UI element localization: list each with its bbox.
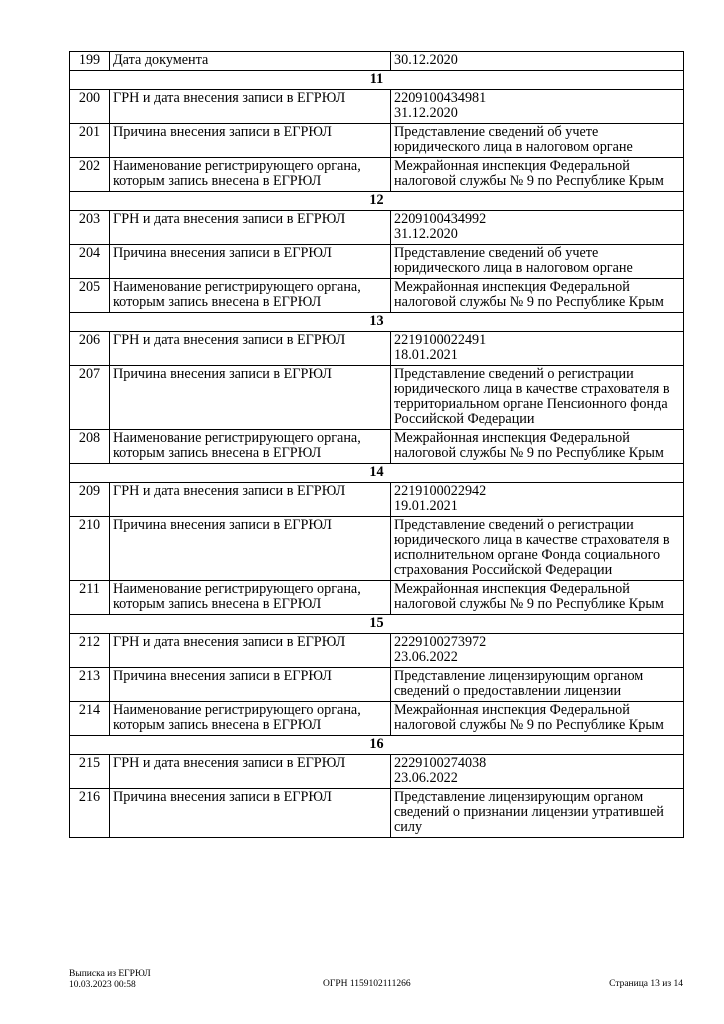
table-row xyxy=(70,366,684,430)
egrul-extract-table xyxy=(69,51,684,838)
field-name-cell: ГРН и дата внесения записи в ЕГРЮЛ xyxy=(110,211,391,245)
field-name-cell: Наименование регистрирующего органа, которым запись внесена в ЕГРЮЛ xyxy=(110,430,391,464)
field-name-cell: Наименование регистрирующего органа, которым запись внесена в ЕГРЮЛ xyxy=(110,279,391,313)
field-name-cell: Наименование регистрирующего органа, которым запись внесена в ЕГРЮЛ xyxy=(110,158,391,192)
table-row xyxy=(70,52,684,71)
field-value-cell: 2219100022491 18.01.2021 xyxy=(391,332,684,366)
field-value-cell: 2209100434981 31.12.2020 xyxy=(391,90,684,124)
field-name-cell: ГРН и дата внесения записи в ЕГРЮЛ xyxy=(110,483,391,517)
section-number: 15 xyxy=(70,615,684,634)
row-number-cell: 211 xyxy=(70,581,110,615)
table-row xyxy=(70,332,684,366)
row-number-cell: 214 xyxy=(70,702,110,736)
table-row xyxy=(70,755,684,789)
field-value-cell: Представление лицензирующим органом сведений о признании лицензии утратившей силу xyxy=(391,789,684,838)
section-header-row xyxy=(70,192,684,211)
field-value-cell: Межрайонная инспекция Федеральной налоговой службы № 9 по Республике Крым xyxy=(391,158,684,192)
row-number-cell: 203 xyxy=(70,211,110,245)
section-header-row xyxy=(70,313,684,332)
row-number-cell: 216 xyxy=(70,789,110,838)
table-body xyxy=(70,52,684,838)
field-name-cell: ГРН и дата внесения записи в ЕГРЮЛ xyxy=(110,634,391,668)
field-name-cell: Причина внесения записи в ЕГРЮЛ xyxy=(110,245,391,279)
footer-page-number: Страница 13 из 14 xyxy=(609,979,683,989)
row-number-cell: 202 xyxy=(70,158,110,192)
table-row xyxy=(70,124,684,158)
table-row xyxy=(70,483,684,517)
field-name-cell: ГРН и дата внесения записи в ЕГРЮЛ xyxy=(110,90,391,124)
field-name-cell: Причина внесения записи в ЕГРЮЛ xyxy=(110,517,391,581)
field-value-cell: Межрайонная инспекция Федеральной налоговой службы № 9 по Республике Крым xyxy=(391,581,684,615)
table-row xyxy=(70,211,684,245)
field-value-cell: Представление сведений об учете юридического лица в налоговом органе xyxy=(391,245,684,279)
table-row xyxy=(70,581,684,615)
section-header-row xyxy=(70,615,684,634)
row-number-cell: 206 xyxy=(70,332,110,366)
row-number-cell: 204 xyxy=(70,245,110,279)
row-number-cell: 209 xyxy=(70,483,110,517)
table-row xyxy=(70,517,684,581)
row-number-cell: 210 xyxy=(70,517,110,581)
table-row xyxy=(70,430,684,464)
row-number-cell: 201 xyxy=(70,124,110,158)
table-row xyxy=(70,702,684,736)
table-row xyxy=(70,158,684,192)
table-row xyxy=(70,668,684,702)
row-number-cell: 215 xyxy=(70,755,110,789)
field-name-cell: ГРН и дата внесения записи в ЕГРЮЛ xyxy=(110,332,391,366)
field-value-cell: Представление сведений о регистрации юридического лица в качестве страхователя в территориальном органе Пенсионного фонда Российской Федерации xyxy=(391,366,684,430)
section-number: 11 xyxy=(70,71,684,90)
section-number: 14 xyxy=(70,464,684,483)
table-row xyxy=(70,245,684,279)
row-number-cell: 208 xyxy=(70,430,110,464)
row-number-cell: 200 xyxy=(70,90,110,124)
field-name-cell: Причина внесения записи в ЕГРЮЛ xyxy=(110,366,391,430)
field-name-cell: ГРН и дата внесения записи в ЕГРЮЛ xyxy=(110,755,391,789)
field-value-cell: Представление сведений о регистрации юридического лица в качестве страхователя в исполнительном органе Фонда социального страхования Российской Федерации xyxy=(391,517,684,581)
table-row xyxy=(70,634,684,668)
section-number: 12 xyxy=(70,192,684,211)
field-value-cell: Межрайонная инспекция Федеральной налоговой службы № 9 по Республике Крым xyxy=(391,279,684,313)
section-header-row xyxy=(70,71,684,90)
field-name-cell: Наименование регистрирующего органа, которым запись внесена в ЕГРЮЛ xyxy=(110,702,391,736)
row-number-cell: 212 xyxy=(70,634,110,668)
field-value-cell: Представление лицензирующим органом сведений о предоставлении лицензии xyxy=(391,668,684,702)
field-name-cell: Наименование регистрирующего органа, которым запись внесена в ЕГРЮЛ xyxy=(110,581,391,615)
row-number-cell: 207 xyxy=(70,366,110,430)
table-row xyxy=(70,90,684,124)
table-row xyxy=(70,279,684,313)
section-header-row xyxy=(70,736,684,755)
footer-ogrn: ОГРН 1159102111266 xyxy=(323,979,411,989)
section-header-row xyxy=(70,464,684,483)
field-value-cell: 30.12.2020 xyxy=(391,52,684,71)
field-name-cell: Причина внесения записи в ЕГРЮЛ xyxy=(110,124,391,158)
table-row xyxy=(70,789,684,838)
row-number-cell: 205 xyxy=(70,279,110,313)
section-number: 16 xyxy=(70,736,684,755)
field-value-cell: Межрайонная инспекция Федеральной налоговой службы № 9 по Республике Крым xyxy=(391,430,684,464)
field-value-cell: 2229100274038 23.06.2022 xyxy=(391,755,684,789)
field-value-cell: 2219100022942 19.01.2021 xyxy=(391,483,684,517)
field-value-cell: Представление сведений об учете юридического лица в налоговом органе xyxy=(391,124,684,158)
field-value-cell: Межрайонная инспекция Федеральной налоговой службы № 9 по Республике Крым xyxy=(391,702,684,736)
field-value-cell: 2209100434992 31.12.2020 xyxy=(391,211,684,245)
field-name-cell: Причина внесения записи в ЕГРЮЛ xyxy=(110,668,391,702)
row-number-cell: 213 xyxy=(70,668,110,702)
field-name-cell: Дата документа xyxy=(110,52,391,71)
section-number: 13 xyxy=(70,313,684,332)
field-name-cell: Причина внесения записи в ЕГРЮЛ xyxy=(110,789,391,838)
footer-document-info: Выписка из ЕГРЮЛ 10.03.2023 00:58 xyxy=(69,969,151,990)
row-number-cell: 199 xyxy=(70,52,110,71)
field-value-cell: 2229100273972 23.06.2022 xyxy=(391,634,684,668)
